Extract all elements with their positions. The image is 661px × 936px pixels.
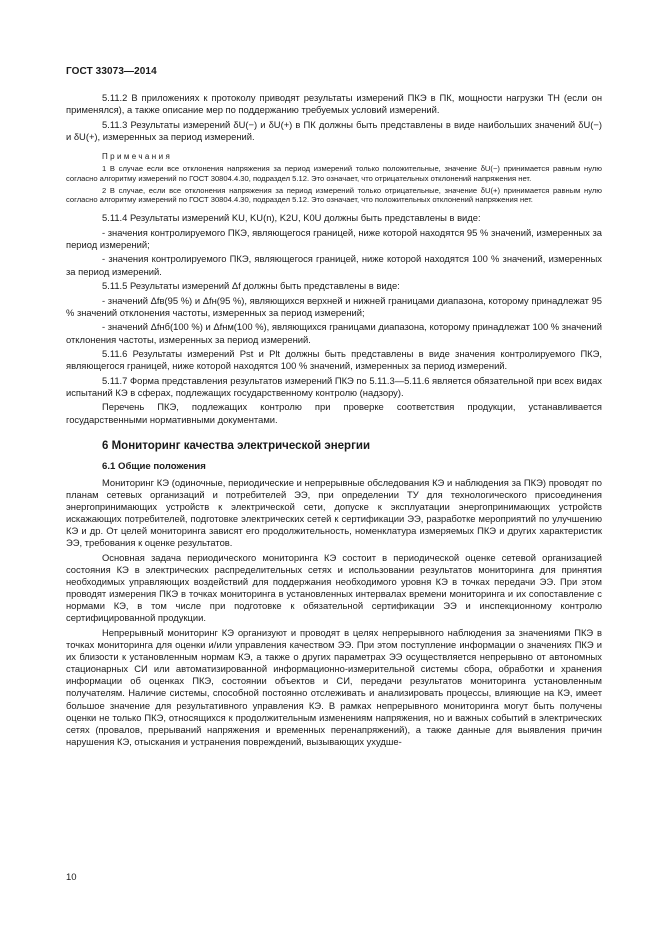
section-heading: 6 Мониторинг качества электрической энергии [102,439,371,452]
page-number: 10 [66,872,77,883]
note-item: 1 В случае если все отклонения напряжения за период измерений только положительные, значение δU(−) принимается равным нулю согласно алгоритму измерений по ГОСТ 30804.4.30, подраздел 5.12. Это означает, что отрицательных отклонений напряжения нет. [66,163,602,183]
paragraph: Непрерывный мониторинг КЭ организуют и проводят в целях непрерывного наблюдения за значениями ПКЭ в точках мониторинга для оценки и/или управления качеством ЭЭ. При этом поступление информации о значениях ПКЭ и их близости к установленным нормам КЭ, а также о других параметрах ЭЭ осуществляется непрерывно от автономных стационарных СИ или автоматизированной информационно-измерительной системы сбора, обработки и хранения информации об оценках ПКЭ, состоянии объектов и СИ, передачи результатов мониторинга установленным получателям. Наличие системы, способной постоянно отслеживать и анализировать процессы, влияющие на КЭ, имеет большое значение для результативного управления КЭ. В рамках непрерывного мониторинга могут быть получены оценки не только ПКЭ, относящихся к продолжительным изменениям напряжения, но и важных событий в электрических сетях (провалов, прерываний напряжения и временных перенапряжений), а также данные для выявления причин нарушения КЭ, отыскания и устранения повреждений, вызывающих ухудше- [66,626,602,747]
notes-heading: Примечания [102,151,173,161]
page-header: ГОСТ 33073—2014 [66,66,157,77]
paragraph: Основная задача периодического мониторинга КЭ состоит в периодической оценке сетевой организацией состояния КЭ в электрических распределительных сетях и использовании результатов мониторинга для принятия необходимых управляющих воздействий для поддержания необходимого уровня КЭ в точках передачи ЭЭ. При этом проводят измерения ПКЭ в точках мониторинга в установленных интервалах времени мониторинга и их сопоставление с нормами КЭ, в том числе при подготовке к обязательной сертификации ЭЭ и инспекционному контролю сертифицированной продукции. [66,551,602,624]
paragraph: - значений Δfв(95 %) и Δfн(95 %), являющихся верхней и нижней границами диапазона, которому принадлежат 95 % значений отклонения частоты, измеренных за период измерений; [66,294,602,318]
paragraph: - значения контролируемого ПКЭ, являющегося границей, ниже которой находятся 100 % значений, измеренных за период измерений. [66,253,602,277]
paragraph: - значений Δfнб(100 %) и Δfнм(100 %), являющихся границами диапазона, которому принадлежат 100 % значений отклонения частоты, измеренных за период измерений. [66,321,602,345]
paragraph: 5.11.7 Форма представления результатов измерений ПКЭ по 5.11.3—5.11.6 является обязательной при всех видах испытаний КЭ в сферах, подлежащих государственному контролю (надзору). [66,374,602,398]
paragraph: 5.11.5 Результаты измерений Δf должны быть представлены в виде: [102,280,400,292]
paragraph: 5.11.3 Результаты измерений δU(−) и δU(+) в ПК должны быть представлены в виде наибольших значений δU(−) и δU(+), измеренных за период измерений. [66,118,602,142]
document-body [66,92,602,750]
note-item: 2 В случае, если все отклонения напряжения за период измерений только отрицательные, значение δU(+) принимается равным нулю согласно алгоритму измерений по ГОСТ 30804.4.30, подраздел 5.12. Это означает, что положительных отклонений напряжения нет. [66,185,602,205]
paragraph: 5.11.4 Результаты измерений KU, KU(n), K2U, K0U должны быть представлены в виде: [102,212,481,224]
paragraph: 5.11.2 В приложениях к протоколу приводят результаты измерений ПКЭ в ПК, мощности нагрузки ТН (если он применялся), а также описание мер по поддержанию требуемых условий измерений. [66,92,602,116]
paragraph: Перечень ПКЭ, подлежащих контролю при проверке соответствия продукции, устанавливается государственными нормативными документами. [66,401,602,425]
paragraph: Мониторинг КЭ (одиночные, периодические и непрерывные обследования КЭ и наблюдения за ПКЭ) проводят по планам сетевых организаций и потребителей ЭЭ, при определении ТУ для технологического присоединения энергопринимающих устройств к электрической сети, допуске к эксплуатации энергопринимающих устройств искажающих потребителей, подготовке электрических сетей к сертификации ЭЭ, разработке мероприятий по улучшению КЭ и др. От целей мониторинга зависят его продолжительность, номенклатура измеряемых ПКЭ и других характеристик ЭЭ, требования к оценке результатов. [66,476,602,549]
subsection-heading: 6.1 Общие положения [102,460,206,472]
paragraph: 5.11.6 Результаты измерений Pst и Plt должны быть представлены в виде значения контролируемого ПКЭ, являющегося границей, ниже которой находятся 100 % значений, измеренных за период измерений. [66,348,602,372]
paragraph: - значения контролируемого ПКЭ, являющегося границей, ниже которой находятся 95 % значений, измеренных за период измерений; [66,226,602,250]
